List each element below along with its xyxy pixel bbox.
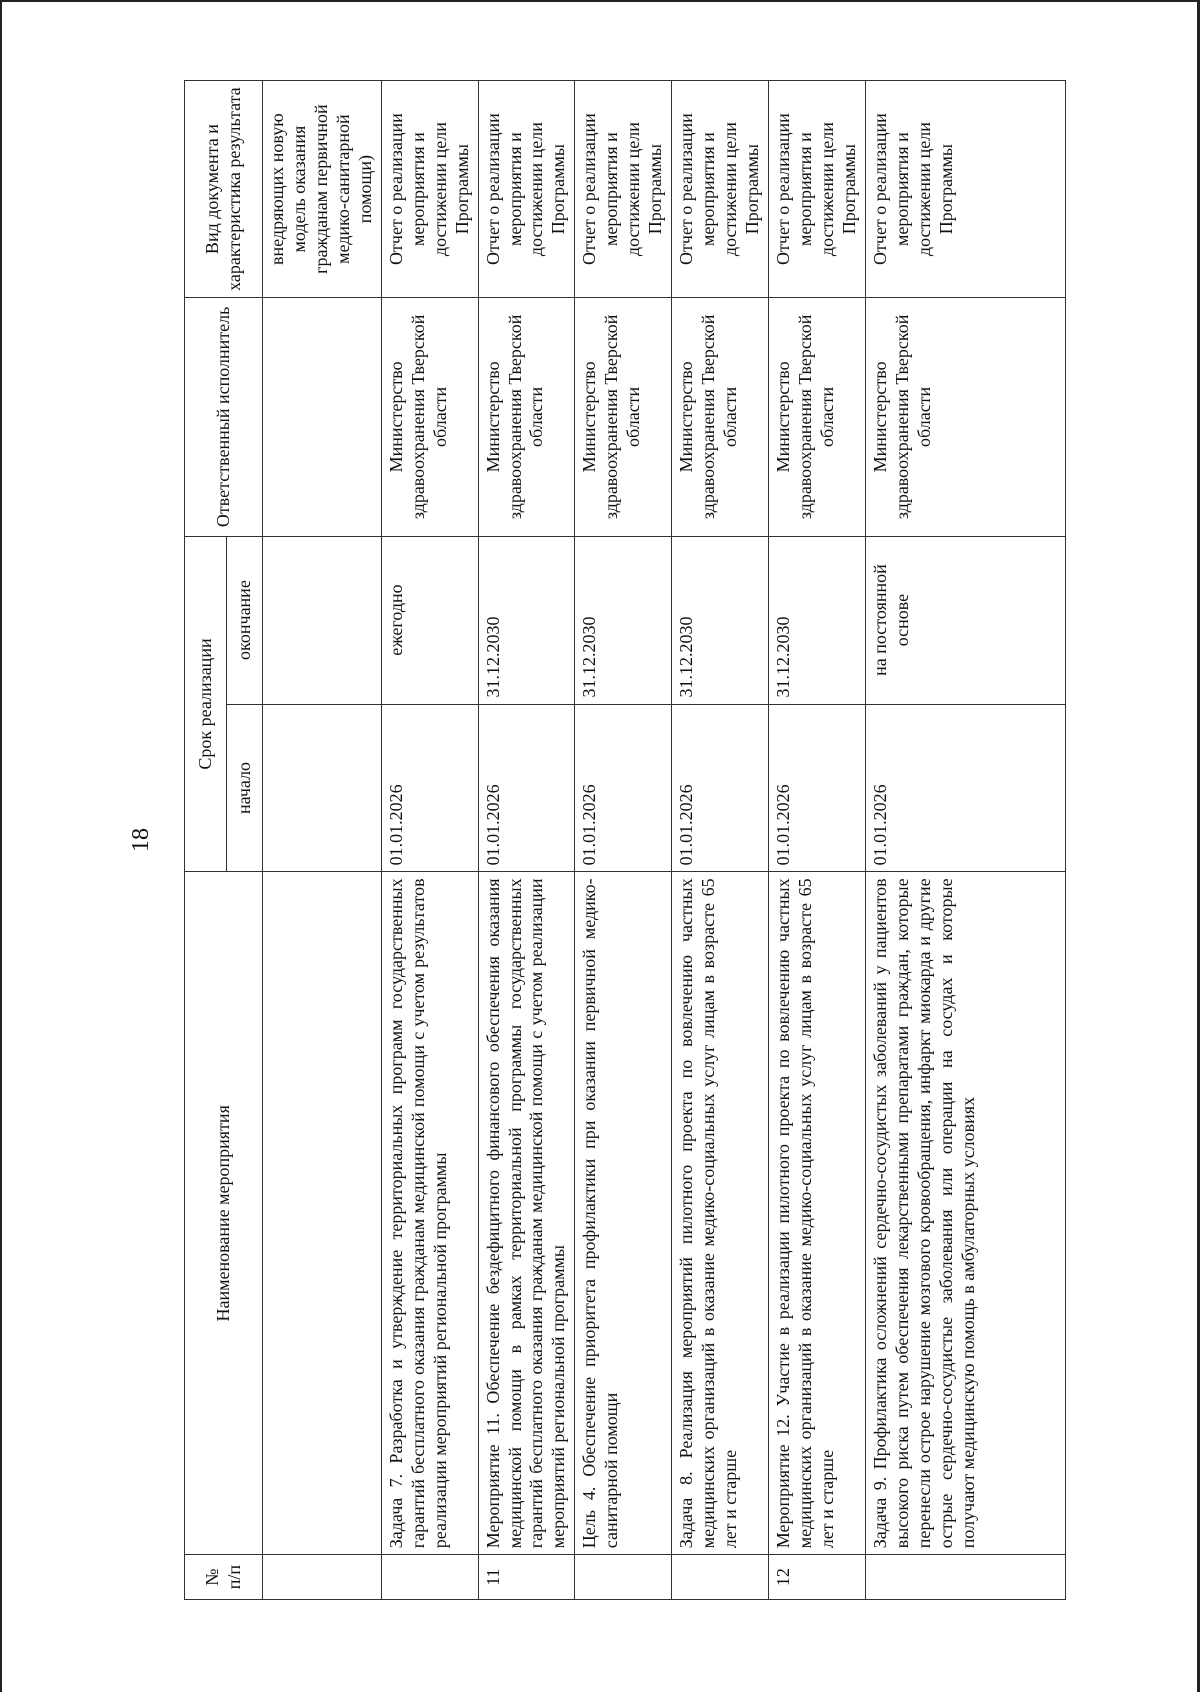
header-end: окончание xyxy=(227,536,263,704)
cell-doc: Отчет о реализации мероприятия и достижении цели Программы xyxy=(478,81,575,298)
cell-start: 01.01.2026 xyxy=(865,704,1065,872)
cell-executor: Министерство здравоохранения Тверской области xyxy=(672,298,769,536)
table-row xyxy=(575,81,672,1600)
cell-doc: Отчет о реализации мероприятия и достижении цели Программы xyxy=(865,81,1065,298)
cell-name: Цель 4. Обеспечение приоритета профилактики при оказании первичной медико-санитарной помощи xyxy=(575,872,672,1555)
cell-end: 31.12.2030 xyxy=(769,536,866,704)
cell-start: 01.01.2026 xyxy=(672,704,769,872)
header-start: начало xyxy=(227,704,263,872)
cell-end: 31.12.2030 xyxy=(478,536,575,704)
cell-num xyxy=(575,1555,672,1600)
cell-end xyxy=(263,536,382,704)
table-row xyxy=(263,81,382,1600)
cell-num: 11 xyxy=(478,1555,575,1600)
cell-num xyxy=(865,1555,1065,1600)
cell-name: Задача 9. Профилактика осложнений сердечно-сосудистых заболеваний у пациентов высокого риска путем обеспечения лекарственными препаратами граждан, которые перенесли острое нарушение мозгового кровообращения, инфаркт миокарда и другие острые сердечно-сосудистые заболевания или операции на сосудах и которые получают медицинскую помощь в амбулаторных условиях xyxy=(865,872,1065,1555)
cell-executor: Министерство здравоохранения Тверской области xyxy=(769,298,866,536)
cell-name: Мероприятие 11. Обеспечение бездефицитного финансового обеспечения оказания медицинской помощи в рамках территориальной программы государственных гарантий бесплатного оказания гражданам медицинской помощи с учетом реализации мероприятий региональной программы xyxy=(478,872,575,1555)
cell-doc: Отчет о реализации мероприятия и достижении цели Программы xyxy=(381,81,478,298)
cell-doc: внедряющих новую модель оказания гражданам первичной медико-санитарной помощи) xyxy=(263,81,382,298)
cell-executor: Министерство здравоохранения Тверской области xyxy=(478,298,575,536)
header-doc: Вид документа и характеристика результата xyxy=(185,81,263,298)
cell-executor: Министерство здравоохранения Тверской области xyxy=(865,298,1065,536)
cell-executor xyxy=(263,298,382,536)
cell-end: 31.12.2030 xyxy=(575,536,672,704)
header-period: Срок реализации xyxy=(185,536,227,872)
page-number: 18 xyxy=(128,828,154,852)
header-num: № п/п xyxy=(185,1555,263,1600)
cell-num xyxy=(381,1555,478,1600)
cell-num xyxy=(263,1555,382,1600)
cell-num xyxy=(672,1555,769,1600)
cell-executor: Министерство здравоохранения Тверской области xyxy=(381,298,478,536)
cell-end: ежегодно xyxy=(381,536,478,704)
table-row xyxy=(478,81,575,1600)
header-executor: Ответственный исполнитель xyxy=(185,298,263,536)
cell-name xyxy=(263,872,382,1555)
cell-start: 01.01.2026 xyxy=(381,704,478,872)
cell-end: 31.12.2030 xyxy=(672,536,769,704)
cell-name: Задача 7. Разработка и утверждение территориальных программ государственных гарантий бесплатного оказания гражданам медицинской помощи с учетом результатов реализации мероприятий региональной программы xyxy=(381,872,478,1555)
cell-doc: Отчет о реализации мероприятия и достижении цели Программы xyxy=(672,81,769,298)
table-row xyxy=(381,81,478,1600)
header-name: Наименование мероприятия xyxy=(185,872,263,1555)
cell-start: 01.01.2026 xyxy=(478,704,575,872)
cell-doc: Отчет о реализации мероприятия и достижении цели Программы xyxy=(769,81,866,298)
cell-name: Задача 8. Реализация мероприятий пилотного проекта по вовлечению частных медицинских организаций в оказание медико-социальных услуг лицам в возрасте 65 лет и старше xyxy=(672,872,769,1555)
cell-name: Мероприятие 12. Участие в реализации пилотного проекта по вовлечению частных медицинских организаций в оказание медико-социальных услуг лицам в возрасте 65 лет и старше xyxy=(769,872,866,1555)
cell-executor: Министерство здравоохранения Тверской области xyxy=(575,298,672,536)
cell-num: 12 xyxy=(769,1555,866,1600)
cell-start: 01.01.2026 xyxy=(769,704,866,872)
header-row-1 xyxy=(185,81,227,1600)
table-row xyxy=(865,81,1065,1600)
rotated-page xyxy=(100,80,1030,1600)
cell-end: на постоянной основе xyxy=(865,536,1065,704)
measures-table xyxy=(184,80,1066,1600)
table-row xyxy=(672,81,769,1600)
table-row xyxy=(769,81,866,1600)
cell-start xyxy=(263,704,382,872)
cell-start: 01.01.2026 xyxy=(575,704,672,872)
cell-doc: Отчет о реализации мероприятия и достижении цели Программы xyxy=(575,81,672,298)
